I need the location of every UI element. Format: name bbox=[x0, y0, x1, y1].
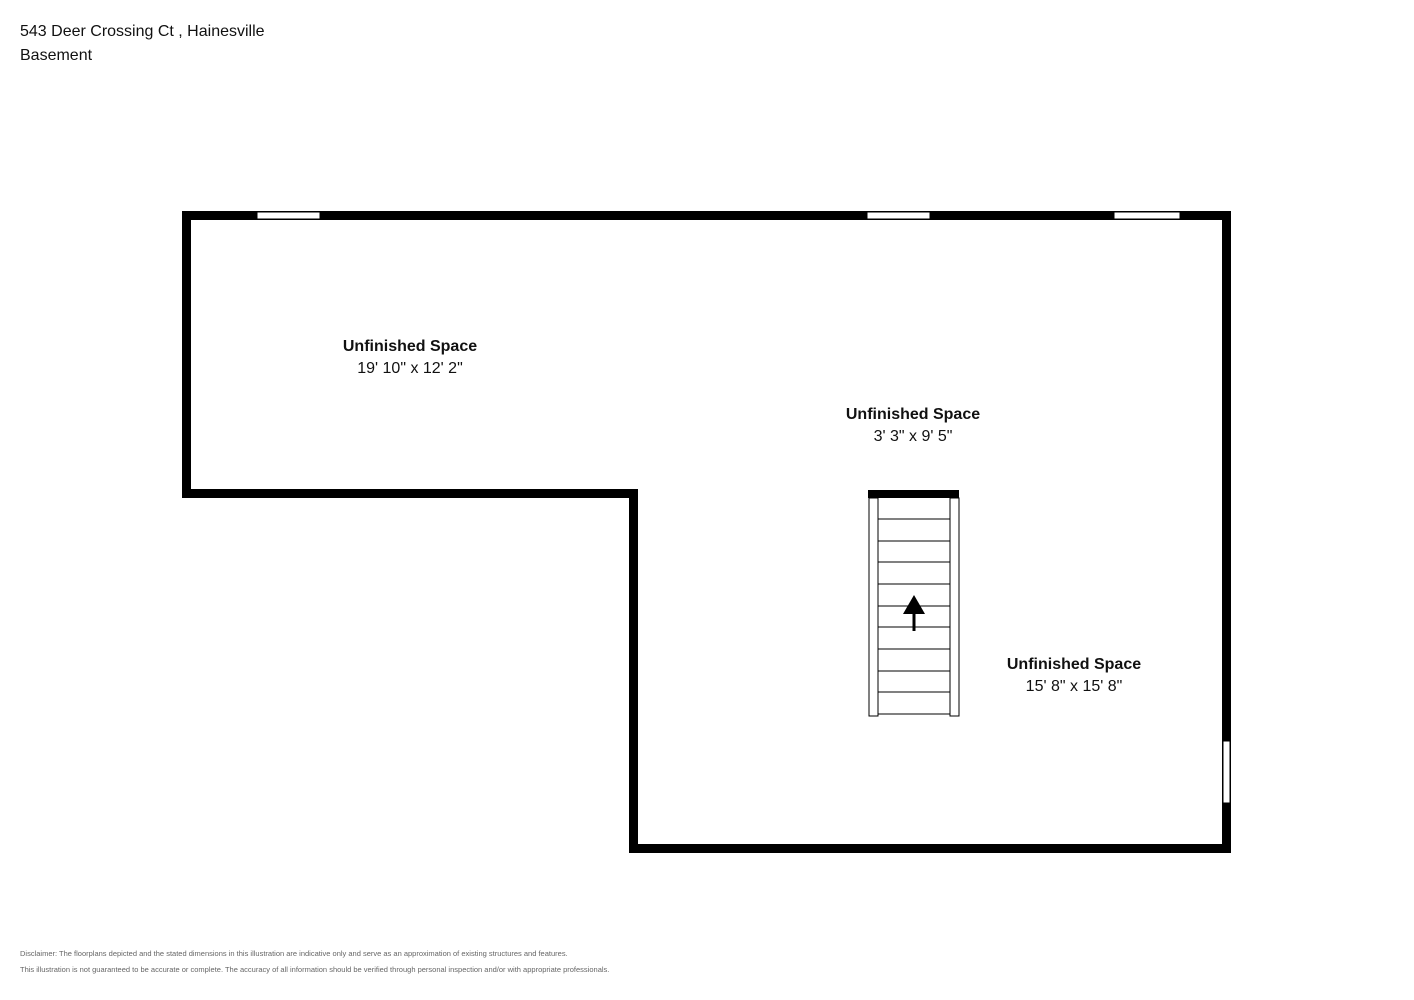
disclaimer-line-2: This illustration is not guaranteed to be accurate or complete. The accuracy of all information should be verified through personal inspection and/or with appropriate professionals. bbox=[20, 965, 610, 974]
window-top-middle bbox=[867, 212, 930, 219]
room-label-3 bbox=[1007, 654, 1141, 698]
stair-top-wall bbox=[868, 490, 959, 498]
stair-right-rail bbox=[950, 498, 959, 716]
room-name: Unfinished Space bbox=[1006, 656, 1142, 673]
stair-left-rail bbox=[869, 498, 878, 716]
window-top-left bbox=[257, 212, 320, 219]
disclaimer bbox=[20, 946, 609, 978]
room-dimensions: 15' 8" x 15' 8" bbox=[1025, 678, 1123, 695]
room-label-2 bbox=[846, 404, 980, 448]
property-address: 543 Deer Crossing Ct , Hainesville bbox=[20, 23, 265, 40]
window-top-right bbox=[1114, 212, 1180, 219]
walls bbox=[187, 216, 1227, 849]
exterior-wall bbox=[187, 216, 1227, 849]
room-name: Unfinished Space bbox=[342, 338, 478, 355]
floor-name: Basement bbox=[20, 47, 93, 64]
staircase bbox=[868, 490, 959, 716]
room-dimensions: 3' 3" x 9' 5" bbox=[873, 428, 953, 445]
arrow-up-icon bbox=[903, 595, 925, 631]
windows bbox=[257, 212, 1230, 803]
window-right-wall bbox=[1223, 741, 1230, 803]
room-name: Unfinished Space bbox=[845, 406, 981, 423]
disclaimer-line-1: Disclaimer: The floorplans depicted and the stated dimensions in this illustration are indicative only and serve as an approximation of existing structures and features. bbox=[20, 949, 568, 958]
room-label-1 bbox=[343, 336, 477, 380]
room-dimensions: 19' 10" x 12' 2" bbox=[357, 360, 463, 377]
